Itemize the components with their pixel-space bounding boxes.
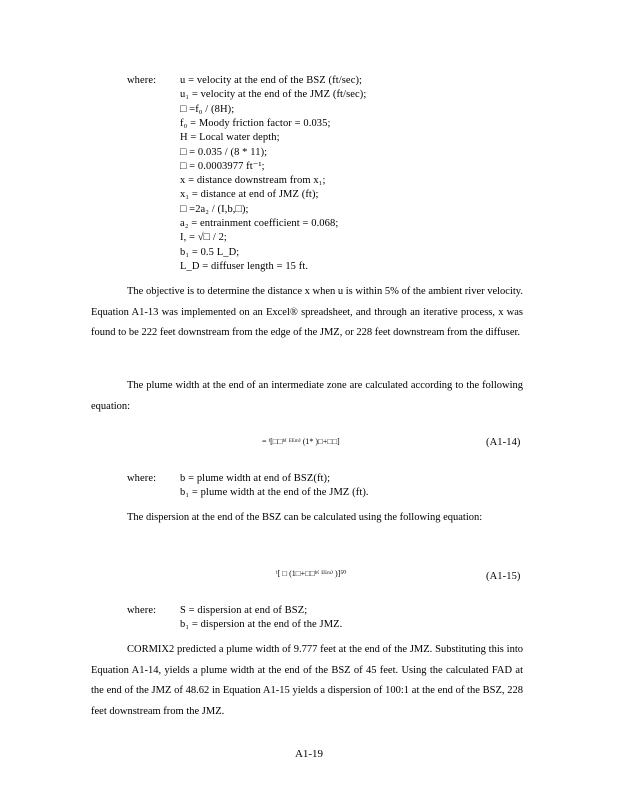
page-number: A1-19 [294,748,324,760]
paragraph-objective: The objective is to determine the distance x when u is within 5% of the ambient river velocity. Equation A1-13 was implemented on an Excel® spreadsheet, and through an iterative process, x was found to be 222 feet downstream from the edge of the JMZ, or 228 feet downstream from the diffuser. [91,286,523,338]
definition-line: b₁ = 0.5 L_D; [180,246,240,258]
definition-line: u₁ = velocity at the end of the JMZ (ft/sec); [180,89,367,101]
definition-line: L_D = diffuser length = 15 ft. [180,260,309,272]
definition-line: a₂ = entrainment coefficient = 0.068; [180,218,339,229]
equation-a1-14: = ⁱ[□□ᵇ⁽ ᴱᴱᵐ⁾ (1* )□+□□] [262,437,340,446]
definition-line: x = distance downstream from x₁; [180,175,326,187]
definition-line: □ =2a₂ / (I,b,□); [180,203,249,215]
equation-number-a1-14: (A1-14) [486,437,521,448]
where-label-1: where: [127,75,157,86]
equation-number-a1-15: (A1-15) [486,571,521,582]
definition-line: S = dispersion at end of BSZ; [180,605,308,616]
definition-line: H = Local water depth; [180,132,280,144]
definition-line: b₁ = dispersion at the end of the JMZ. [180,619,343,631]
definition-line: b = plume width at end of BSZ(ft); [180,473,331,484]
paragraph-dispersion: The dispersion at the end of the BSZ can be calculated using the following equation: [127,512,483,523]
definition-line: b₁ = plume width at the end of the JMZ (ft). [180,487,369,499]
definition-line: I, = √□ / 2; [180,232,227,244]
paragraph-plume-width: The plume width at the end of an intermediate zone are calculated according to the following equation: [91,380,523,412]
definition-line: □ = 0.035 / (8 * 11); [180,146,268,158]
where-label-2: where: [127,473,157,484]
equation-a1-15: ⁱ[ □ (1□+□□ᵇ⁽ ᴱᴱᵐ⁾ )]⁵⁰ [276,569,347,578]
definition-line: □ = 0.0003977 ft⁻¹; [180,160,265,172]
definition-line: f₀ = Moody friction factor = 0.035; [180,117,331,129]
definition-line: u = velocity at the end of the BSZ (ft/sec); [180,75,363,86]
definition-line: □ =f₀ / (8H); [180,103,235,115]
where-label-3: where: [127,605,157,616]
definition-line: x₁ = distance at end of JMZ (ft); [180,189,319,201]
paragraph-cormix: CORMIX2 predicted a plume width of 9.777 feet at the end of the JMZ. Substituting this into Equation A1-14, yields a plume width at the end of the BSZ of 45 feet. Using the calculated FAD at the end of the JMZ of 48.62 in Equation A1-15 yields a dispersion of 100:1 at the end of the BSZ, 228 feet downstream from the JMZ. [91,644,523,717]
